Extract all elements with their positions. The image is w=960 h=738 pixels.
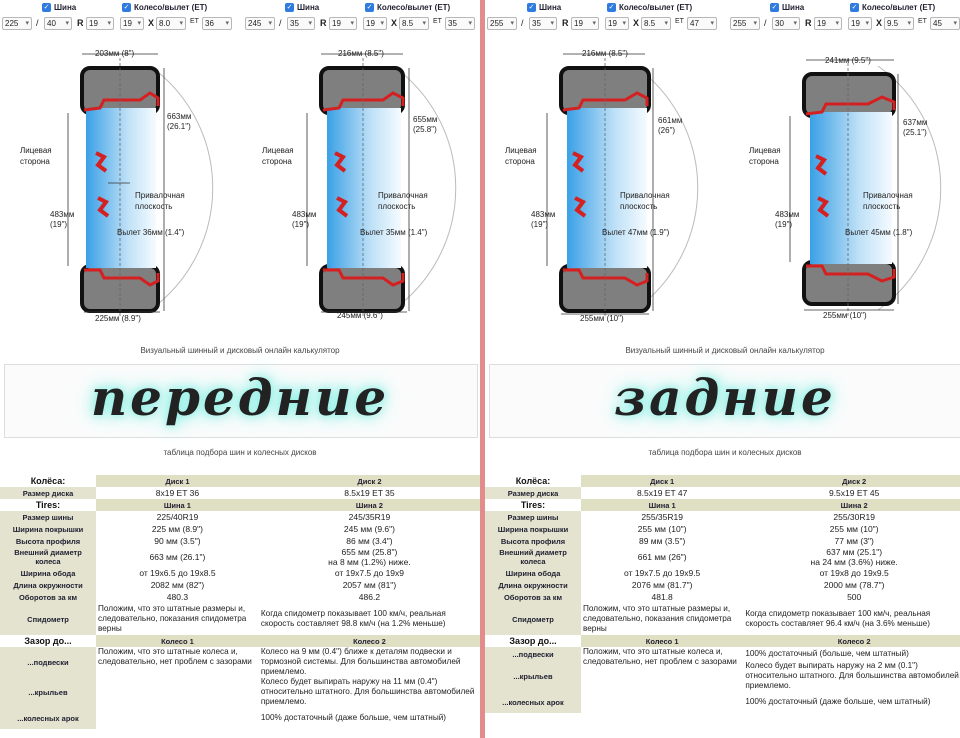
mount-label: Привалочная плоскость — [378, 191, 428, 211]
tire-checkbox[interactable]: ✓ — [286, 4, 293, 12]
wheel2-bottom-width: 245мм (9.6") — [337, 311, 383, 320]
wheel1-bottom-width: 225мм (8.9") — [95, 314, 141, 323]
wheel1-header: Колесо 1 — [96, 635, 259, 647]
circumference-label: Длина окружности — [0, 579, 96, 591]
tire-label: Шина — [297, 3, 320, 12]
table-cell: 77 мм (3") — [834, 536, 874, 546]
table-cell: 89 мм (3.5") — [638, 536, 686, 546]
fenders-label: ...крыльев — [485, 661, 581, 691]
wheel-diameter-select[interactable]: 19 ▾ — [120, 17, 144, 30]
table-cell: 481.8 — [651, 592, 673, 602]
table-cell: от 19x8 до 19x9.5 — [819, 568, 889, 578]
profile-height-label: Высота профиля — [485, 535, 581, 547]
table-cell: Положим, что это штатные размеры и, следовательно, показания спидометра верны — [583, 604, 732, 633]
tire2-header: Шина 2 — [743, 499, 960, 511]
face-label: Лицевая сторона — [505, 146, 537, 166]
wheel-width-select[interactable]: 9.5 ▾ — [884, 17, 914, 30]
table-caption: таблица подбора шин и колесных дисков — [648, 448, 802, 457]
wheel-checkbox[interactable]: ✓ — [123, 4, 130, 12]
wheel1-rim-diameter: 483мм (19") — [50, 210, 75, 229]
tire-checkbox[interactable]: ✓ — [771, 4, 778, 12]
tire-radius-select[interactable]: 19 ▾ — [329, 17, 357, 30]
wheel2-bottom-width: 255мм (10") — [823, 311, 867, 320]
face-label: Лицевая сторона — [20, 146, 52, 166]
rear-spec-table — [485, 475, 960, 713]
table-cell: 2000 мм (78.7") — [823, 580, 885, 590]
wheel-diameter-select[interactable]: 19 ▾ — [605, 17, 629, 30]
wheel-et-select[interactable]: 35 ▾ — [445, 17, 475, 30]
tire-profile-select[interactable]: 30 ▾ — [772, 17, 800, 30]
tire-radius-select[interactable]: 19 ▾ — [571, 17, 599, 30]
front-wheel-diagrams — [0, 38, 480, 338]
table-cell: 637 мм (25.1") на 24 мм (3.6%) ниже. — [810, 547, 898, 567]
table-cell: 655 мм (25.8") на 8 мм (1.2%) ниже. — [328, 547, 411, 567]
wheel1-height: 663мм (26.1") — [167, 112, 192, 131]
tires-section: Tires: — [520, 500, 546, 510]
wheel1-rim-diameter: 483мм (19") — [531, 210, 556, 229]
table-cell: 255 мм (10") — [829, 524, 879, 534]
tire-width-select[interactable]: 255 ▾ — [487, 17, 517, 30]
face-label: Лицевая сторона — [749, 146, 781, 166]
table-cell: от 19x7.5 до 19x9 — [334, 568, 405, 578]
suspension-label: ...подвески — [0, 647, 96, 677]
wheel-et-select[interactable]: 47 ▾ — [687, 17, 717, 30]
table-cell: 255 мм (10") — [637, 524, 687, 534]
table-cell: Когда спидометр показывает 100 км/ч, реальная скорость составляет 98.8 км/ч (на 1.2% меньше) — [260, 609, 446, 628]
wheel2-rim-diameter: 483мм (19") — [292, 210, 317, 229]
wheel2-header: Колесо 2 — [743, 635, 960, 647]
rear-wheel1-controls: ✓ Шина ✓ Колесо/вылет (ET) 255 ▾ / 35 ▾ R 19 ▾ 19 ▾ X 8.5 ▾ ET 47 ▾ — [485, 2, 720, 32]
front-spec-table — [0, 475, 480, 729]
tire-label: Шина — [54, 3, 77, 12]
wheel2-height: 637мм (25.1") — [903, 118, 928, 137]
rear-wheel1-diagram — [547, 54, 698, 318]
wheel-width-select[interactable]: 8.5 ▾ — [399, 17, 429, 30]
tire-width-select[interactable]: 225 ▾ — [2, 17, 32, 30]
tire-checkbox[interactable]: ✓ — [528, 4, 535, 12]
table-cell: 663 мм (26.1") — [149, 552, 206, 562]
tire-profile-select[interactable]: 40 ▾ — [44, 17, 72, 30]
disk1-header: Диск 1 — [96, 475, 259, 487]
table-cell: 8.5x19 ET 47 — [636, 488, 688, 498]
table-cell: 661 мм (26") — [637, 552, 687, 562]
wheel-et-select[interactable]: 36 ▾ — [202, 17, 232, 30]
wheel-label: Колесо/вылет (ET) — [862, 3, 936, 12]
disk-size-label: Размер диска — [485, 487, 581, 499]
table-cell: 245 мм (9.6") — [343, 524, 395, 534]
wheel-checkbox[interactable]: ✓ — [366, 4, 373, 12]
table-cell: 245/35R19 — [348, 512, 391, 522]
table-cell: 255/30R19 — [833, 512, 875, 522]
wheel1-offset: Вылет 47мм (1.9") — [602, 228, 670, 237]
rim-width-label: Ширина обода — [485, 567, 581, 579]
table-cell: 90 мм (3.5") — [154, 536, 201, 546]
suspension-label: ...подвески — [485, 647, 581, 661]
wheel-width-select[interactable]: 8.5 ▾ — [641, 17, 671, 30]
wheel1-header: Колесо 1 — [581, 635, 743, 647]
rear-panel — [485, 0, 960, 738]
rear-wheel2-controls: ✓ Шина ✓ Колесо/вылет (ET) 255 ▾ / 30 ▾ R 19 ▾ 19 ▾ X 9.5 ▾ ET 45 ▾ — [728, 2, 960, 32]
outer-diameter-label: Внешний диаметр колеса — [485, 547, 581, 567]
wheel-checkbox[interactable]: ✓ — [608, 4, 615, 12]
tire-width-select[interactable]: 255 ▾ — [730, 17, 760, 30]
table-cell: 500 — [847, 592, 862, 602]
rev-per-km-label: Оборотов за км — [0, 591, 96, 603]
tire-radius-select[interactable]: 19 ▾ — [814, 17, 842, 30]
wheel-label: Колесо/вылет (ET) — [134, 3, 208, 12]
wheel2-rim-diameter: 483мм (19") — [775, 210, 800, 229]
table-cell: от 19x6.5 до 19x8.5 — [139, 568, 216, 578]
tire-radius-select[interactable]: 19 ▾ — [86, 17, 114, 30]
table-cell: 2082 мм (82") — [150, 580, 205, 590]
clearance-section: Зазор до... — [24, 636, 72, 646]
table-cell: Положим, что это штатные колеса и, следовательно, нет проблем с зазорами — [583, 647, 737, 666]
disk2-header: Диск 2 — [259, 475, 480, 487]
table-cell: 2057 мм (81") — [342, 580, 397, 590]
arches-label: ...колесных арок — [0, 707, 96, 729]
face-label: Лицевая сторона — [262, 146, 294, 166]
rim-width-label: Ширина обода — [0, 567, 96, 579]
table-cell: Когда спидометр показывает 100 км/ч, реальная скорость составляет 96.4 км/ч (на 3.6% меньше) — [745, 609, 931, 628]
wheels-section: Колёса: — [30, 476, 66, 486]
wheel-diameter-select[interactable]: 19 ▾ — [363, 17, 387, 30]
wheel2-offset: Вылет 35мм (1.4") — [360, 228, 428, 237]
wheel1-offset: Вылет 36мм (1.4") — [117, 228, 185, 237]
calc-caption: Визуальный шинный и дисковый онлайн калькулятор — [140, 346, 340, 355]
wheel-width-select[interactable]: 8.0 ▾ — [156, 17, 186, 30]
tire-width-label: Ширина покрышки — [0, 523, 96, 535]
table-cell: 225 мм (8.9") — [151, 524, 203, 534]
rear-banner: задние — [614, 368, 836, 427]
rev-per-km-label: Оборотов за км — [485, 591, 581, 603]
wheel1-top-width: 203мм (8") — [95, 49, 135, 58]
tire1-header: Шина 1 — [96, 499, 259, 511]
disk2-header: Диск 2 — [743, 475, 960, 487]
wheel1-bottom-width: 255мм (10") — [580, 314, 624, 323]
table-cell: 100% достаточный (больше, чем штатный) — [745, 649, 909, 658]
table-cell: 2076 мм (81.7") — [631, 580, 693, 590]
circumference-label: Длина окружности — [485, 579, 581, 591]
rear-wheel2-diagram — [790, 58, 941, 318]
table-cell: Колесо на 9 мм (0.4") ближе к деталям подвески и тормозной системы. Для большинства автомобилей приемлемо. — [260, 647, 461, 676]
wheel-checkbox[interactable]: ✓ — [851, 4, 858, 12]
table-cell: 8.5x19 ET 35 — [344, 488, 395, 498]
wheel1-top-width: 216мм (8.5") — [582, 49, 628, 58]
table-cell: Колесо будет выпирать наружу на 11 мм (0.4") относительно штатного. Для большинства автомобилей приемлемо. — [260, 677, 475, 706]
wheel1-height: 661мм (26") — [658, 116, 683, 135]
tire1-header: Шина 1 — [581, 499, 743, 511]
front-wheel2-diagram — [307, 54, 456, 318]
wheel2-offset: Вылет 45мм (1.8") — [845, 228, 913, 237]
table-cell: от 19x7.5 до 19x9.5 — [624, 568, 701, 578]
tire-label: Шина — [782, 3, 805, 12]
tire-checkbox[interactable]: ✓ — [43, 4, 50, 12]
wheel-label: Колесо/вылет (ET) — [619, 3, 693, 12]
table-cell: 225/40R19 — [156, 512, 199, 522]
table-cell: Положим, что это штатные размеры и, следовательно, показания спидометра верны — [98, 604, 247, 633]
arches-label: ...колесных арок — [485, 691, 581, 713]
clearance-section: Зазор до... — [509, 636, 557, 646]
tire2-header: Шина 2 — [259, 499, 480, 511]
tire-label: Шина — [539, 3, 562, 12]
wheel-et-select[interactable]: 45 ▾ — [930, 17, 960, 30]
disk-size-label: Размер диска — [0, 487, 96, 499]
table-cell: 9.5x19 ET 45 — [828, 488, 880, 498]
rear-controls — [485, 0, 960, 34]
wheel2-top-width: 216мм (8.5") — [338, 49, 384, 58]
wheel-label: Колесо/вылет (ET) — [377, 3, 451, 12]
table-cell: 480.3 — [166, 592, 189, 602]
tires-section: Tires: — [35, 500, 61, 510]
wheel2-header: Колесо 2 — [259, 635, 480, 647]
tire-width-select[interactable]: 245 ▾ — [245, 17, 275, 30]
wheel-diameter-select[interactable]: 19 ▾ — [848, 17, 872, 30]
table-cell: 8x19 ET 36 — [155, 488, 200, 498]
tire-profile-select[interactable]: 35 ▾ — [287, 17, 315, 30]
front-wheel2-controls: ✓ Шина ✓ Колесо/вылет (ET) 245 ▾ / 35 ▾ R 19 ▾ 19 ▾ X 8.5 ▾ ET 35 ▾ — [243, 2, 478, 32]
table-cell: 255/35R19 — [641, 512, 683, 522]
table-cell: Колесо будет выпирать наружу на 2 мм (0.1") относительно штатного. Для большинства автомобилей приемлемо. — [745, 661, 959, 690]
mount-label: Привалочная плоскость — [135, 191, 185, 211]
front-wheel1-controls: ✓ Шина ✓ Колесо/вылет (ET) 225 ▾ / 40 ▾ R 19 ▾ 19 ▾ X 8.0 ▾ ET 36 ▾ — [0, 2, 235, 32]
mount-label: Привалочная плоскость — [863, 191, 913, 211]
front-banner: передние — [90, 368, 390, 427]
outer-diameter-label: Внешний диаметр колеса — [0, 547, 96, 567]
tire-width-label: Ширина покрышки — [485, 523, 581, 535]
speedometer-label: Спидометр — [485, 603, 581, 635]
table-cell: 86 мм (3.4") — [346, 536, 393, 546]
table-cell: Положим, что это штатные колеса и, следовательно, нет проблем с зазорами — [98, 647, 252, 666]
wheel2-height: 655мм (25.8") — [413, 115, 438, 134]
tire-profile-select[interactable]: 35 ▾ — [529, 17, 557, 30]
mount-label: Привалочная плоскость — [620, 191, 670, 211]
front-wheel1-diagram — [27, 54, 212, 318]
front-controls — [0, 0, 480, 34]
profile-height-label: Высота профиля — [0, 535, 96, 547]
wheels-section: Колёса: — [515, 476, 551, 486]
disk1-header: Диск 1 — [581, 475, 743, 487]
tire-size-label: Размер шины — [0, 511, 96, 523]
tire-size-label: Размер шины — [485, 511, 581, 523]
calc-caption: Визуальный шинный и дисковый онлайн калькулятор — [625, 346, 825, 355]
table-cell: 486.2 — [358, 592, 381, 602]
speedometer-label: Спидометр — [0, 603, 96, 635]
table-cell: 100% достаточный (даже больше, чем штатный) — [745, 697, 931, 706]
rear-wheel-diagrams — [485, 38, 960, 338]
fenders-label: ...крыльев — [0, 677, 96, 707]
table-caption: таблица подбора шин и колесных дисков — [163, 448, 317, 457]
wheel2-top-width: 241мм (9.5") — [825, 56, 871, 65]
table-cell: 100% достаточный (даже больше, чем штатный) — [260, 713, 447, 722]
